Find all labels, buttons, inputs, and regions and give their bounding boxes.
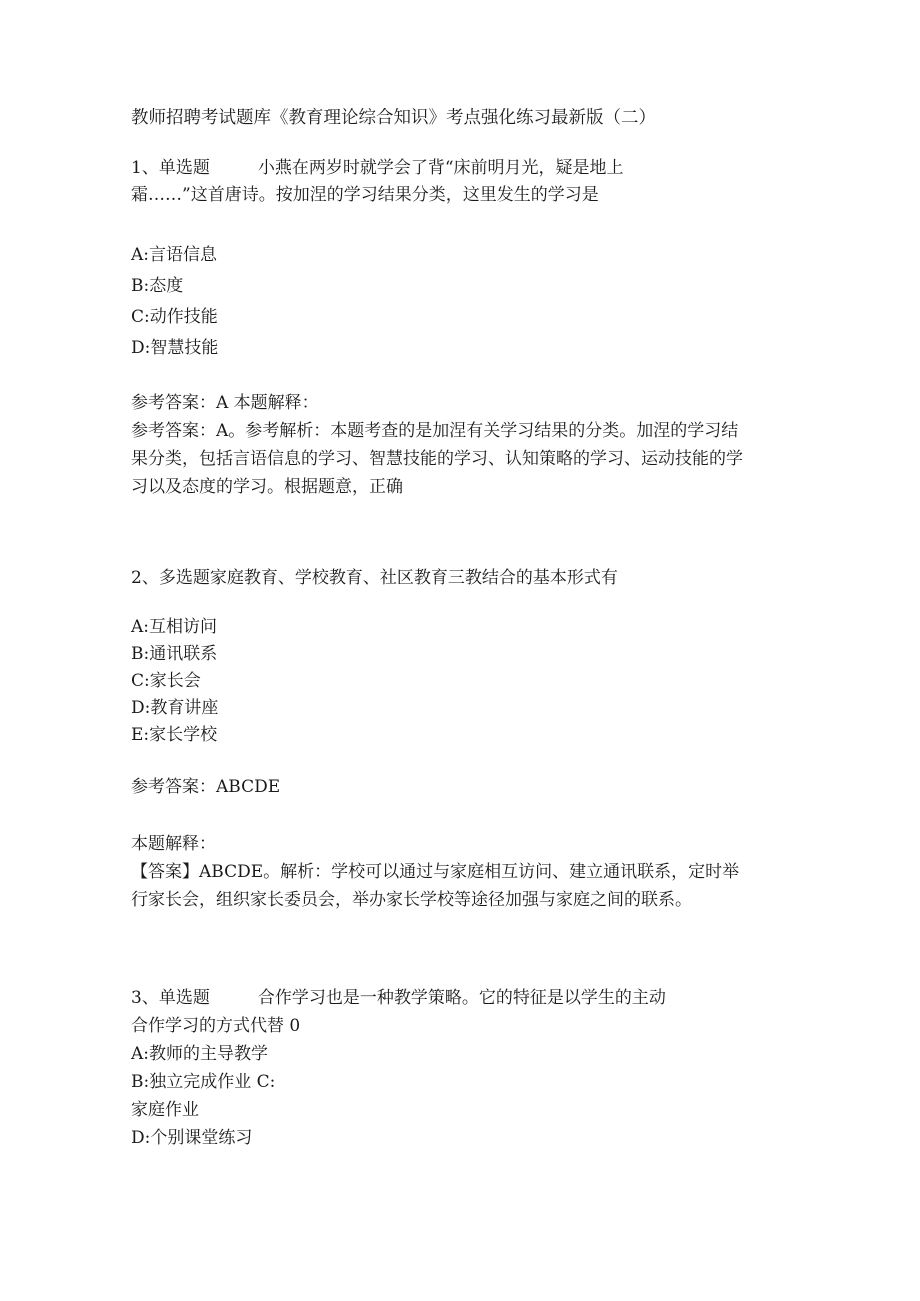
question-3-stem-line-1 (131, 984, 791, 1012)
question-2-answer-line: 参考答案：ABCDE (131, 777, 281, 797)
question-1-answer (131, 389, 791, 501)
question-2-option-e: E:家长学校 (131, 725, 218, 745)
question-3-option-c: 家庭作业 (131, 1100, 199, 1120)
question-1-explain-line-1: 参考答案：A。参考解析：本题考查的是加涅有关学习结果的分类。加涅的学习结 (131, 421, 739, 441)
question-2-option-d: D:教育讲座 (131, 698, 219, 718)
question-3-header: 3、单选题 (131, 988, 210, 1008)
question-1-answer-line: 参考答案：A 本题解释： (131, 393, 319, 413)
question-2-option-a: A:互相访问 (131, 617, 218, 637)
question-1-option-c: C:动作技能 (131, 307, 218, 327)
question-1-options (131, 240, 791, 364)
question-2-header: 2、多选题家庭教育、学校教育、社区教育三教结合的基本形式有 (131, 568, 618, 588)
question-1-stem-line-2: 霜……”这首唐诗。按加涅的学习结果分类，这里发生的学习是 (131, 185, 599, 206)
question-2-options (131, 614, 791, 749)
question-1-stem-text: 小燕在两岁时就学会了背“床前明月光，疑是地上 (257, 158, 624, 178)
question-1-stem-line-1 (131, 155, 791, 182)
question-3 (131, 984, 791, 1152)
question-1-explain-line-2: 果分类，包括言语信息的学习、智慧技能的学习、认知策略的学习、运动技能的学 (131, 449, 743, 469)
question-1 (131, 155, 791, 209)
question-2-explanation (131, 830, 791, 914)
question-2-explain-label: 本题解释： (131, 834, 216, 854)
question-2-answer (131, 774, 791, 801)
document-title: 教师招聘考试题库《教育理论综合知识》考点强化练习最新版（二） (131, 108, 656, 128)
question-1-option-d: D:智慧技能 (131, 338, 219, 358)
question-1-option-a: A:言语信息 (131, 245, 218, 265)
question-2 (131, 565, 791, 592)
question-3-option-d: D:个别课堂练习 (131, 1128, 253, 1148)
question-3-stem-line-2: 合作学习的方式代替 0 (131, 1016, 301, 1036)
question-2-option-c: C:家长会 (131, 671, 201, 691)
question-3-option-a: A:教师的主导教学 (131, 1044, 269, 1064)
question-3-option-b: B:独立完成作业 C: (131, 1072, 276, 1092)
question-1-header: 1、单选题 (131, 158, 210, 178)
question-1-option-b: B:态度 (131, 276, 184, 296)
question-2-option-b: B:通讯联系 (131, 644, 218, 664)
question-3-stem-text: 合作学习也是一种教学策略。它的特征是以学生的主动 (257, 988, 666, 1008)
question-2-explain-line-2: 行家长会，组织家长委员会，举办家长学校等途径加强与家庭之间的联系。 (131, 890, 692, 910)
question-2-explain-line-1: 【答案】ABCDE。解析：学校可以通过与家庭相互访问、建立通讯联系，定时举 (131, 862, 740, 882)
question-1-explain-line-3: 习以及态度的学习。根据题意，正确 (131, 477, 403, 497)
